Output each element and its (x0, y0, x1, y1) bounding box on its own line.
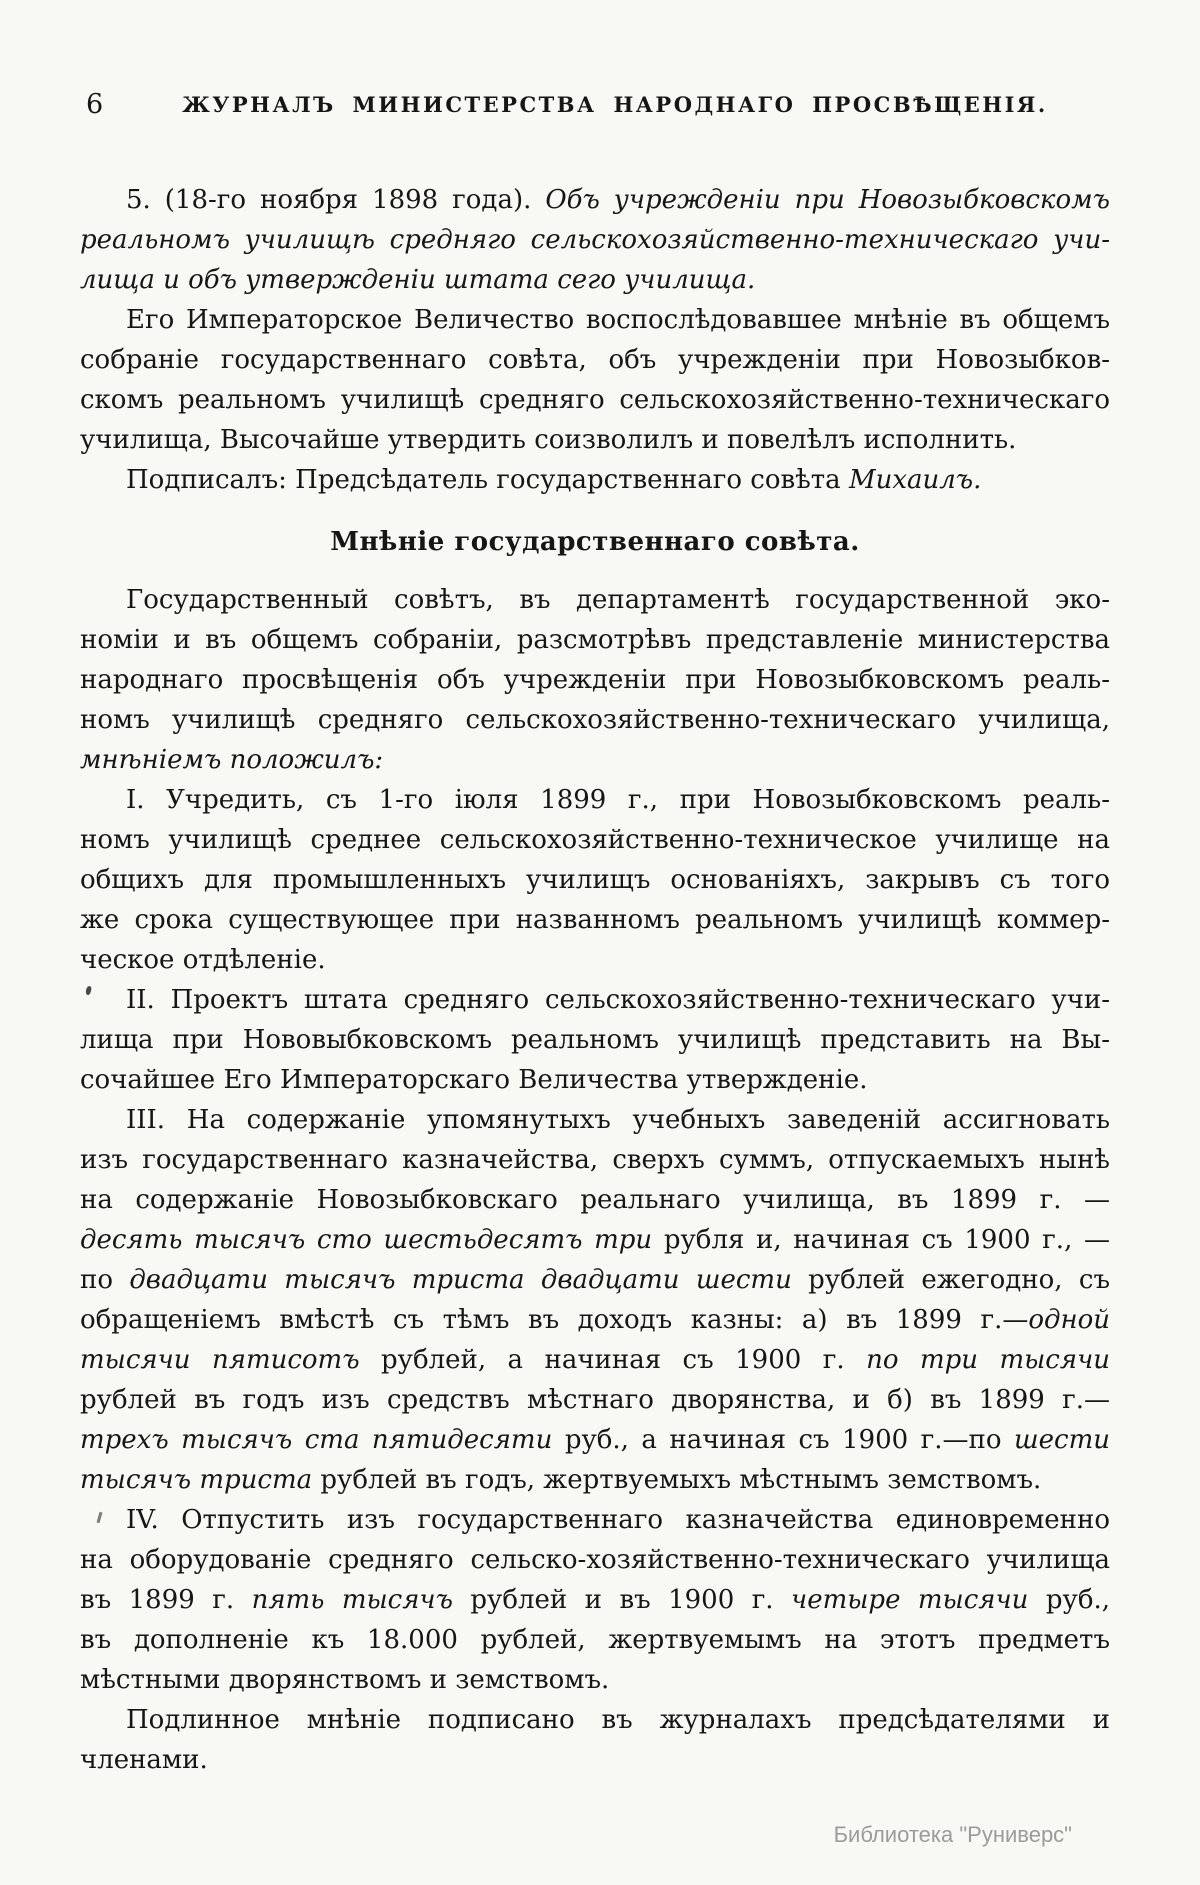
text-line (80, 1220, 1110, 1260)
text-run: тысячи пятисотъ (80, 1345, 360, 1375)
text-line (80, 580, 1110, 620)
text-run: по (80, 1265, 130, 1295)
text-line (80, 1500, 1110, 1540)
text-run: реальномъ училищѣ средняго сельскохозяйственно-техническаго учи- (80, 225, 1110, 255)
text-line (80, 1580, 1110, 1620)
text-line (80, 740, 1110, 780)
text-run: шести (1014, 1425, 1111, 1455)
text-line (80, 1660, 1110, 1700)
text-line (80, 1740, 1110, 1780)
text-run: общихъ для промышленныхъ училищъ основаніяхъ, закрывъ съ того (80, 865, 1110, 895)
paragraph (80, 580, 1110, 780)
text-line (80, 1300, 1110, 1340)
paragraph (80, 980, 1110, 1100)
text-line (80, 940, 1110, 980)
text-line (80, 1020, 1110, 1060)
text-run: одной (1028, 1305, 1110, 1335)
text-line (80, 700, 1110, 740)
text-line (80, 1100, 1110, 1140)
text-run: рублей въ годъ, жертвуемыхъ мѣстнымъ земствомъ. (312, 1465, 1042, 1495)
text-run: тысячъ триста (80, 1465, 313, 1495)
running-title: ЖУРНАЛЪ МИНИСТЕРСТВА НАРОДНАГО ПРОСВѢЩЕНІЯ. (182, 92, 1048, 117)
page-number: 6 (86, 89, 104, 120)
text-run: II. Проектъ штата средняго сельскохозяйственно-техническаго учи- (126, 985, 1110, 1015)
text-line (80, 340, 1110, 380)
text-line (80, 460, 1110, 500)
text-run: Его Императорское Величество воспослѣдовавшее мнѣніе въ общемъ (126, 305, 1110, 335)
text-run: лища при Нововыбковскомъ реальномъ училищѣ представить на Вы- (80, 1025, 1110, 1055)
text-run: Подлинное мнѣніе подписано въ журналахъ предсѣдателями и (126, 1705, 1110, 1735)
paragraph (80, 180, 1110, 300)
text-run: на содержаніе Новозыбковскаго реальнаго училища, въ 1899 г. — (80, 1185, 1110, 1215)
paragraph (80, 460, 1110, 500)
text-line (80, 1140, 1110, 1180)
text-run: руб., а начиная съ 1900 г.—по (552, 1425, 1015, 1455)
text-run: рублей, а начиная съ 1900 г. (359, 1345, 867, 1375)
paragraph (80, 780, 1110, 980)
text-run: номіи и въ общемъ собраніи, разсмотрѣвъ представленіе министерства (80, 625, 1110, 655)
text-run: училища, Высочайше утвердить соизволилъ и повелѣлъ исполнить. (80, 425, 1017, 455)
page-header (80, 90, 1110, 122)
text-line (80, 300, 1110, 340)
text-run: обращеніемъ вмѣстѣ съ тѣмъ въ доходъ казны: а) въ 1899 г.— (80, 1305, 1029, 1335)
text-line (80, 260, 1110, 300)
text-run: рублей ежегодно, съ (791, 1265, 1110, 1295)
text-line (80, 660, 1110, 700)
text-run: IV. Отпустить изъ государственнаго казначейства единовременно (126, 1505, 1110, 1535)
text-line (80, 900, 1110, 940)
text-run: 5. (18-го ноября 1898 года). (126, 185, 546, 215)
text-line (80, 1340, 1110, 1380)
text-run: въ дополненіе къ 18.000 рублей, жертвуемымъ на этотъ предметъ (80, 1625, 1110, 1655)
text-line (80, 780, 1110, 820)
text-run: пять тысячъ (251, 1585, 453, 1615)
text-line (80, 220, 1110, 260)
text-run: рублей и въ 1900 г. (452, 1585, 792, 1615)
text-run: народнаго просвѣщенія объ учрежденіи при Новозыбковскомъ реаль- (80, 665, 1110, 695)
text-line (80, 620, 1110, 660)
text-run: въ 1899 г. (80, 1585, 252, 1615)
text-line (80, 1540, 1110, 1580)
text-run: изъ государственнаго казначейства, сверхъ суммъ, отпускаемыхъ нынѣ (80, 1145, 1110, 1175)
text-run: скомъ реальномъ училищѣ средняго сельскохозяйственно-техническаго (80, 385, 1110, 415)
text-run: Объ учрежденіи при Новозыбковскомъ (545, 185, 1110, 215)
text-line (80, 380, 1110, 420)
text-line (80, 1620, 1110, 1660)
section-heading: Мнѣніе государственнаго совѣта. (330, 527, 860, 557)
text-run: членами. (80, 1745, 208, 1775)
text-run: же срока существующее при названномъ реальномъ училищѣ коммер- (80, 905, 1110, 935)
text-run: мнѣніемъ положилъ: (80, 745, 384, 775)
text-line (80, 1380, 1110, 1420)
text-run: на оборудованіе средняго сельско-хозяйственно-техническаго училища (80, 1545, 1110, 1575)
text-line (80, 820, 1110, 860)
text-line (80, 1060, 1110, 1100)
text-run: по три тысячи (866, 1345, 1110, 1375)
text-line (80, 860, 1110, 900)
text-run: рубля и, начиная съ 1900 г., — (652, 1225, 1111, 1255)
text-run: сочайшее Его Императорскаго Величества утвержденіе. (80, 1065, 868, 1095)
text-line (80, 1420, 1110, 1460)
text-run: III. На содержаніе упомянутыхъ учебныхъ заведеній ассигновать (126, 1105, 1110, 1135)
text-line (80, 1460, 1110, 1500)
page-body (80, 180, 1110, 1780)
paragraph (80, 300, 1110, 460)
text-line (80, 180, 1110, 220)
text-line (80, 1260, 1110, 1300)
text-run: Подписалъ: Предсѣдатель государственнаго совѣта (126, 465, 849, 495)
text-run: четыре тысячи (791, 1585, 1029, 1615)
paragraph (80, 1700, 1110, 1780)
library-watermark: Библиотека "Руниверс" (833, 1822, 1072, 1847)
paragraph (80, 1100, 1110, 1500)
text-run: рублей въ годъ изъ средствъ мѣстнаго дворянства, и б) въ 1899 г.— (80, 1385, 1110, 1415)
text-run: десять тысячъ сто шестьдесятъ три (80, 1225, 653, 1255)
text-run: Государственный совѣтъ, въ департаментѣ государственной эко- (126, 585, 1110, 615)
text-run: номъ училищѣ средняго сельскохозяйственно-техническаго училища, (80, 705, 1110, 735)
paragraph (80, 1500, 1110, 1700)
text-line (80, 1180, 1110, 1220)
text-run: трехъ тысячъ ста пятидесяти (80, 1425, 553, 1455)
text-run: лища и объ утвержденіи штата сего училища. (80, 265, 756, 295)
text-line (80, 420, 1110, 460)
text-run: двадцати тысячъ триста двадцати шести (129, 1265, 792, 1295)
text-run: номъ училищѣ среднее сельскохозяйственно-техническое училище на (80, 825, 1110, 855)
text-run: руб., (1028, 1585, 1111, 1615)
text-run: I. Учредить, съ 1-го іюля 1899 г., при Новозыбковскомъ реаль- (126, 785, 1110, 815)
text-run: мѣстными дворянствомъ и земствомъ. (80, 1665, 610, 1695)
text-run: собраніе государственнаго совѣта, объ учрежденіи при Новозыбков- (80, 345, 1110, 375)
text-line (80, 1700, 1110, 1740)
text-line (80, 980, 1110, 1020)
text-run: Михаилъ. (848, 465, 982, 495)
text-run: ческое отдѣленіе. (80, 945, 326, 975)
